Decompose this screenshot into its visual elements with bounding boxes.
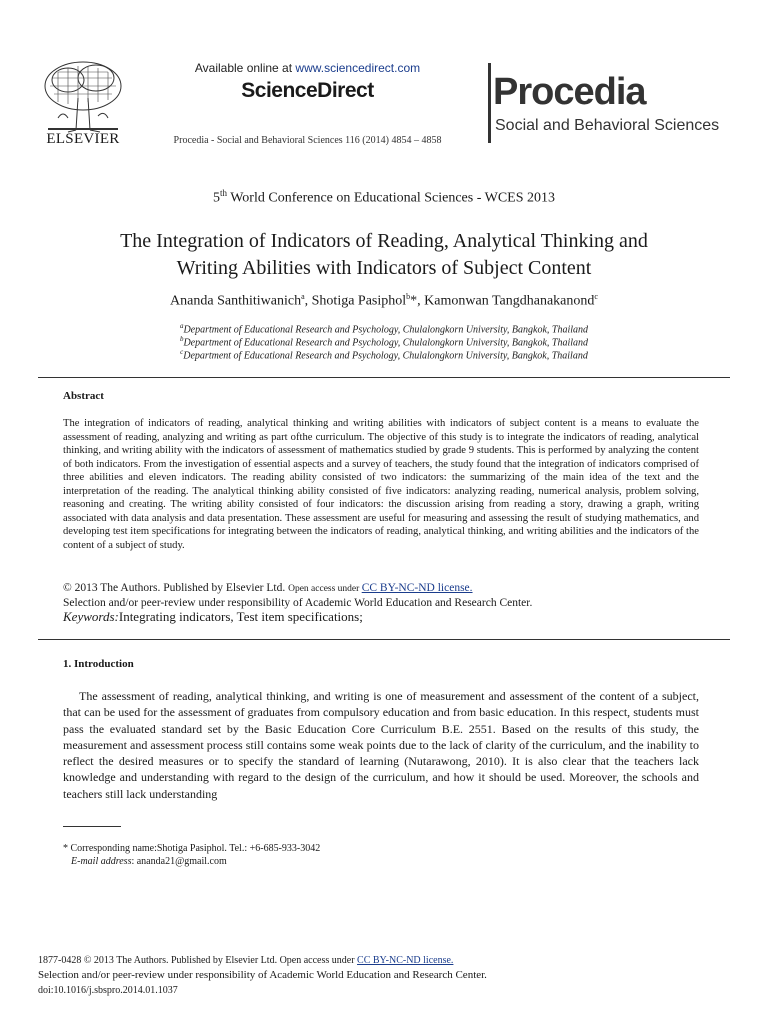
procedia-logo: Procedia	[493, 71, 646, 113]
footer-doi[interactable]: doi:10.1016/j.sbspro.2014.01.1037	[38, 985, 178, 996]
elsevier-wordmark: ELSEVIER	[46, 131, 120, 147]
license-link[interactable]: CC BY-NC-ND license.	[361, 582, 473, 594]
footer-issn: 1877-0428 © 2013 The Authors. Published by Elsevier Ltd. Open access under CC BY-NC-ND license.	[38, 955, 454, 966]
journal-reference: Procedia - Social and Behavioral Sciences 116 (2014) 4854 – 4858	[173, 135, 442, 146]
copyright-notice: © 2013 The Authors. Published by Elsevier Ltd. Open access under CC BY-NC-ND license. Selection and/or peer-review under responsibility of Academic World Education and Research Center.	[63, 582, 533, 609]
available-online: Available online at www.sciencedirect.com	[194, 61, 421, 75]
procedia-divider	[488, 63, 491, 143]
procedia-subtitle: Social and Behavioral Sciences	[495, 117, 720, 134]
email-footnote: E-mail address: ananda21@gmail.com	[71, 856, 227, 867]
affiliation-a: $^a$Department of Educational Research and Psychology, Chulalongkorn University, Bangkok, Thailand	[179, 322, 589, 336]
footer-peer-review: Selection and/or peer-review under responsibility of Academic World Education and Research Center.	[38, 969, 487, 981]
sciencedirect-url[interactable]: www.sciencedirect.com	[295, 61, 421, 75]
paper-title: The Integration of Indicators of Reading, Analytical Thinking and Writing Abilities with Indicators of Subject Content	[120, 230, 648, 279]
abstract-heading: Abstract	[63, 390, 104, 402]
abstract-top-rule	[38, 377, 730, 378]
abstract-bottom-rule	[38, 639, 730, 640]
elsevier-tree-logo	[38, 58, 128, 134]
author-name: Kamonwan Tangdhanakanond	[424, 293, 595, 309]
conference-name: 5th World Conference on Educational Sciences - WCES 2013	[212, 188, 556, 206]
footer-license-link[interactable]: CC BY-NC-ND license.	[357, 955, 454, 966]
affiliation-b: $^b$Department of Educational Research and Psychology, Chulalongkorn University, Bangkok, Thailand	[179, 335, 589, 349]
author-list: Ananda Santhitiwanich$^a$, Shotiga Pasiphol$^b$*, Kamonwan Tangdhanakanond$^c$	[170, 292, 598, 309]
section-heading-introduction: 1. Introduction	[63, 658, 134, 670]
sciencedirect-logo: ScienceDirect	[241, 79, 374, 102]
email-address[interactable]: : ananda21@gmail.com	[131, 856, 227, 867]
footnote-rule	[63, 826, 121, 827]
abstract-text: The integration of indicators of reading, analytical thinking and writing abilities with indicators of subject content is a means to evaluate the assessment of reading, analyzing and writing as part ofthe curriculum. The objective of this study is to integrate the indicators of reading, analytical thinking, and writing ability with the indicators of assessment of mathematics studied by grade 9 students. This is performed by analyzing the content of both indicators. From the investigation of essential aspects and a survey of teachers, the study found that the integration of indicators comprised of three abilities and eleven indicators. The reading ability consisted of two indicators: the summarizing of the main idea of the text and the interpretation of the reading. The analytical thinking ability consisted of five indicators: analyzing reading, numerical analysis, problem solving, reasoning and creating. The writing ability consisted of four indicators: the discussion arising from reading a story, drawing a graph, writing associated with data analysis and data presentation. These assessment are useful for measuring and assessing the result of studying mathematics, and developing test item specifications for integrating between the indicators of reading, analytical thinking, and writing abilities and the indicators of the content of a subject of study.	[63, 418, 699, 551]
author-name: Ananda Santhitiwanich	[170, 293, 302, 309]
corresponding-author-footnote: * Corresponding name:Shotiga Pasiphol. Tel.: +6-685-933-3042	[63, 843, 321, 854]
affiliation-c: $^c$Department of Educational Research and Psychology, Chulalongkorn University, Bangkok, Thailand	[180, 348, 588, 362]
keywords: Keywords:Integrating indicators, Test item specifications;	[63, 609, 363, 624]
author-name: Shotiga Pasiphol	[311, 293, 407, 309]
introduction-text: The assessment of reading, analytical thinking, and writing is one of measurement and assessment of the content of a subject, that can be used for the assessment of graduates from compulsory education and from basic education. In this respect, students must pass the evaluated standard set by the Basic Education Core Curriculum B.E. 2551. Based on the results of this study, the measurement and assessment process still contains some weak points due to the lack of clarity of the curriculum, and the inability to reflect the desired measures or to specify the standard of learning (Nutarawong, 2010). It is also clear that the teachers lack knowledge and understanding with regard to the design of the curriculum, and how it should be used. Moreover, the schools and teachers still lack understanding	[63, 689, 699, 801]
